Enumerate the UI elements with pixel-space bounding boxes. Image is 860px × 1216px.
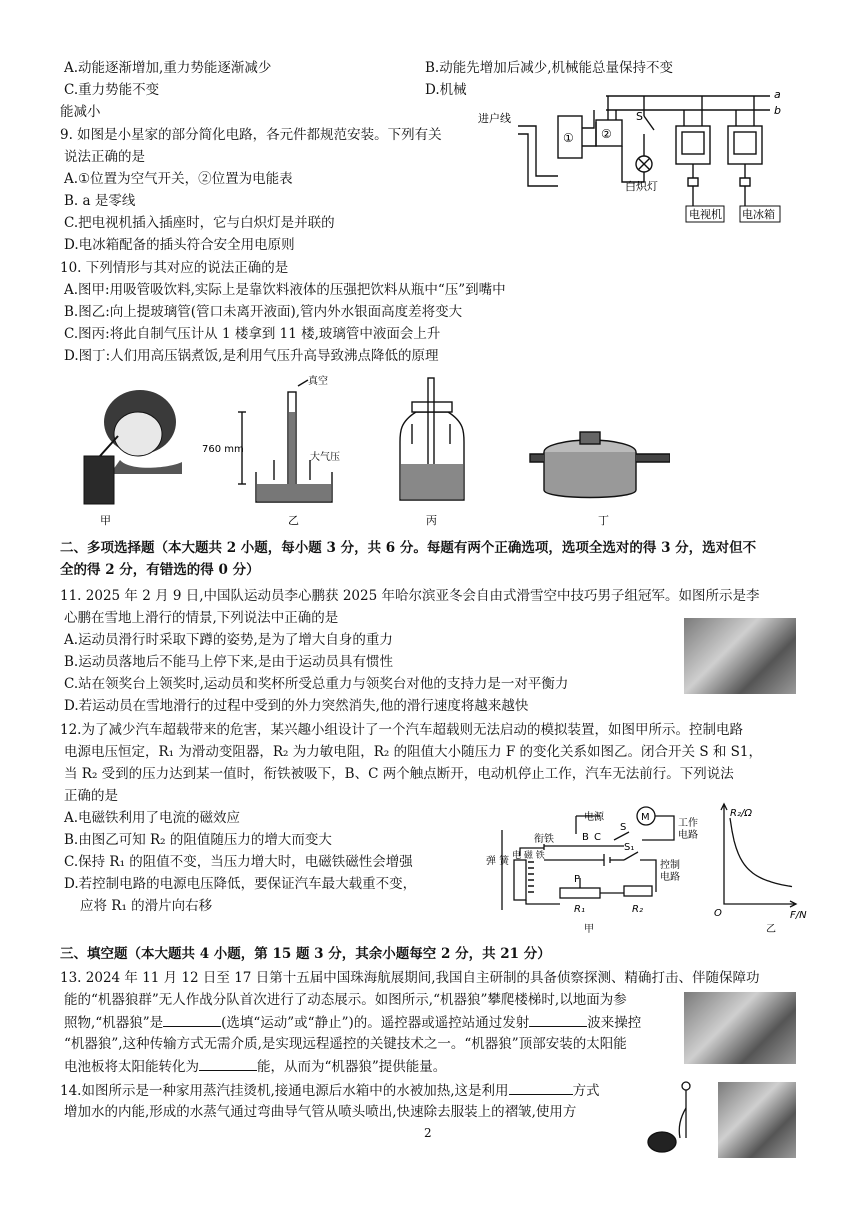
q12-stem-line3: 当 R₂ 受到的压力达到某一值时，衔铁被吸下，B、C 两个触点断开，电动机停止工作，汽车无法前行。下列说法 <box>64 766 734 782</box>
q13-line4: “机器狼”,这种传输方式无需介质,是实现远程遥控的关键技术之一。“机器狼”顶部安装的太阳能 <box>64 1036 627 1052</box>
q9-option-d: D.电冰箱配备的插头符合安全用电原则 <box>64 237 295 253</box>
r2-vs-f-curve <box>730 818 792 887</box>
q12-option-c: C.保持 R₁ 的阻值不变，当压力增大时，电磁铁磁性会增强 <box>64 854 413 870</box>
q13-line3-text-a: 照物,“机器狼”是 <box>64 1015 164 1031</box>
spring-label: 弹 簧 <box>486 856 510 867</box>
q13-line3 <box>64 1014 641 1031</box>
steamer-illustration <box>640 1078 712 1158</box>
q9-option-c: C.把电视机插入插座时，它与白炽灯是并联的 <box>64 215 335 231</box>
box1-label: ① <box>563 131 574 145</box>
robot-wolf-photo <box>684 992 796 1064</box>
skier-photo <box>684 618 796 694</box>
height-label: 760 mm <box>202 444 244 455</box>
q13-blank-energy[interactable] <box>199 1058 257 1071</box>
electromagnet-label: 电 磁 铁 <box>512 851 545 861</box>
switch-s-label: S <box>620 822 627 833</box>
q12-option-a: A.电磁铁利用了电流的磁效应 <box>64 810 241 826</box>
q12-stem-line2: 电源电压恒定，R₁ 为滑动变阻器，R₂ 为力敏电阻，R₂ 的阻值大小随压力 F 的变化关系如图乙。闭合开关 S 和 S1， <box>64 744 763 760</box>
work-circuit-label1: 工作 <box>678 818 698 829</box>
q13-blank-wave[interactable] <box>529 1014 587 1027</box>
option-b-q8: B.动能先增加后减少,机械能总量保持不变 <box>425 60 674 76</box>
q14-line1-text-a: 14.如图所示是一种家用蒸汽挂烫机,接通电源后水箱中的水被加热,这是利用 <box>60 1083 509 1099</box>
q14-line2: 增加水的内能,形成的水蒸气通过弯曲导气管从喷头喷出,快速除去服装上的褶皱,使用方 <box>64 1104 577 1120</box>
vacuum-label: 真空 <box>308 376 328 387</box>
contact-b-label: B <box>582 832 589 843</box>
wire-b-label: b <box>774 104 781 117</box>
q11-stem-line1: 11. 2025 年 2 月 9 日,中国队运动员李心鹏获 2025 年哈尔滨亚冬会自由式滑雪空中技巧男子组冠军。如图所示是李 <box>60 588 760 604</box>
q11-option-b: B.运动员落地后不能马上停下来,是由于运动员具有惯性 <box>64 654 394 670</box>
q13-line5-text-b: 能，从而为“机器狼”提供能量。 <box>257 1059 447 1075</box>
option-c-q8: C.重力势能不变 <box>64 82 160 98</box>
q12-stem-line1: 12.为了减少汽车超载带来的危害，某兴趣小组设计了一个汽车超载则无法启动的模拟装置，如图甲所示。控制电路 <box>60 722 743 738</box>
fig-jia-label: 甲 <box>100 514 111 527</box>
r2-label: R₂ <box>632 904 643 915</box>
q11-option-a: A.运动员滑行时采取下蹲的姿势,是为了增大自身的重力 <box>64 632 393 648</box>
graph-y-label: R₂/Ω <box>730 808 752 819</box>
q11-option-d: D.若运动员在雪地滑行的过程中受到的外力突然消失,他的滑行速度将越来越快 <box>64 698 529 714</box>
steamer-photo <box>718 1082 796 1158</box>
switch-s1-label: S₁ <box>624 842 635 853</box>
option-d-q8-cont: 能减小 <box>60 104 101 120</box>
section2-title-line1: 二、多项选择题（本大题共 2 小题，每小题 3 分，共 6 分。每题有两个正确选项，选项全选对的得 3 分，选对但不 <box>60 540 757 556</box>
q11-stem-line2: 心鹏在雪地上滑行的情景,下列说法中正确的是 <box>64 610 339 626</box>
q13-blank-motion[interactable] <box>163 1014 221 1027</box>
q13-line3-text-b: (选填“运动”或“静止”)的。遥控器或遥控站通过发射 <box>221 1015 530 1031</box>
q10-figures <box>70 372 670 532</box>
q13-line1: 13. 2024 年 11 月 12 日至 17 日第十五届中国珠海航展期间,我国自主研制的具备侦察探测、精确打击、伴随保障功 <box>60 970 760 986</box>
motor-label: M <box>641 812 650 823</box>
page-number: 2 <box>424 1126 432 1140</box>
q10-option-c: C.图丙:将此自制气压计从 1 楼拿到 11 楼,玻璃管中液面会上升 <box>64 326 441 342</box>
overload-circuit-figure <box>484 800 824 940</box>
contact-c-label: C <box>594 832 601 843</box>
work-circuit-label2: 电路 <box>678 830 698 841</box>
fig-yi-label: 乙 <box>288 514 299 527</box>
q9-stem-line1: 9. 如图是小星家的部分简化电路，各元件都规范安装。下列有关 <box>60 127 442 143</box>
section3-title: 三、填空题（本大题共 4 小题，第 15 题 3 分，其余小题每空 2 分，共 21 分） <box>60 946 551 962</box>
option-d-q8: D.机械 <box>425 82 467 98</box>
q11-option-c: C.站在领奖台上领奖时,运动员和奖杯所受总重力与领奖台对他的支持力是一对平衡力 <box>64 676 569 692</box>
slider-p-label: P <box>574 874 581 885</box>
q9-stem-line2: 说法正确的是 <box>64 149 145 165</box>
r1-label: R₁ <box>574 904 585 915</box>
switch-label: S <box>636 110 643 123</box>
lamp-label: 白炽灯 <box>625 180 658 193</box>
fridge-label: 电冰箱 <box>742 208 775 221</box>
q14-blank-method[interactable] <box>509 1082 573 1095</box>
q10-option-d: D.图丁:人们用高压锅煮饭,是利用气压升高导致沸点降低的原理 <box>64 348 439 364</box>
q9-option-b: B. a 是零线 <box>64 193 136 209</box>
q13-line2: 能的“机器狼群”无人作战分队首次进行了动态展示。如图所示,“机器狼”攀爬楼梯时,以地面为参 <box>64 992 627 1008</box>
tv-label: 电视机 <box>689 208 722 221</box>
control-circuit-label1: 控制 <box>660 860 680 871</box>
graph-origin-label: O <box>714 908 722 919</box>
q13-line3-text-c: 波来操控 <box>587 1015 642 1031</box>
wire-a-label: a <box>774 88 781 101</box>
q12-option-d-line2: 应将 R₁ 的滑片向右移 <box>80 898 213 914</box>
box2-label: ② <box>601 127 612 141</box>
q10-stem: 10. 下列情形与其对应的说法正确的是 <box>60 260 289 276</box>
input-line-label: 进户线 <box>478 112 511 125</box>
atm-pressure-label: 大气压 <box>310 452 340 463</box>
q12-option-d-line1: D.若控制电路的电源电压降低，要保证汽车最大载重不变， <box>64 876 417 892</box>
q13-line5-text-a: 电池板将太阳能转化为 <box>64 1059 199 1075</box>
control-circuit-label2: 电路 <box>660 872 680 883</box>
household-circuit-figure <box>478 86 798 236</box>
child-drinking-illustration <box>84 390 182 504</box>
q14-line1 <box>60 1082 600 1099</box>
q14-line1-text-b: 方式 <box>572 1083 600 1099</box>
graph-x-label: F/N <box>790 910 807 921</box>
q12-stem-line4: 正确的是 <box>64 788 118 804</box>
q13-line5 <box>64 1058 446 1075</box>
power-label: 电源 <box>584 812 604 823</box>
q12-option-b: B.由图乙可知 R₂ 的阻值随压力的增大而变大 <box>64 832 332 848</box>
section2-title-line2: 全的得 2 分，有错选的得 0 分） <box>60 562 260 578</box>
option-a-q8: A.动能逐渐增加,重力势能逐渐减少 <box>64 60 272 76</box>
q10-option-a: A.图甲:用吸管吸饮料,实际上是靠饮料液体的压强把饮料从瓶中“压”到嘴中 <box>64 282 506 298</box>
fig-bing-label: 丙 <box>426 514 437 527</box>
q10-option-b: B.图乙:向上提玻璃管(管口未离开液面),管内外水银面高度差将变大 <box>64 304 463 320</box>
fig-yi-q12-label: 乙 <box>766 924 776 935</box>
q9-option-a: A.①位置为空气开关，②位置为电能表 <box>64 171 293 187</box>
armature-label: 衔铁 <box>534 834 554 845</box>
fig-ding-label: 丁 <box>598 514 609 527</box>
fig-jia-q12-label: 甲 <box>584 924 594 935</box>
